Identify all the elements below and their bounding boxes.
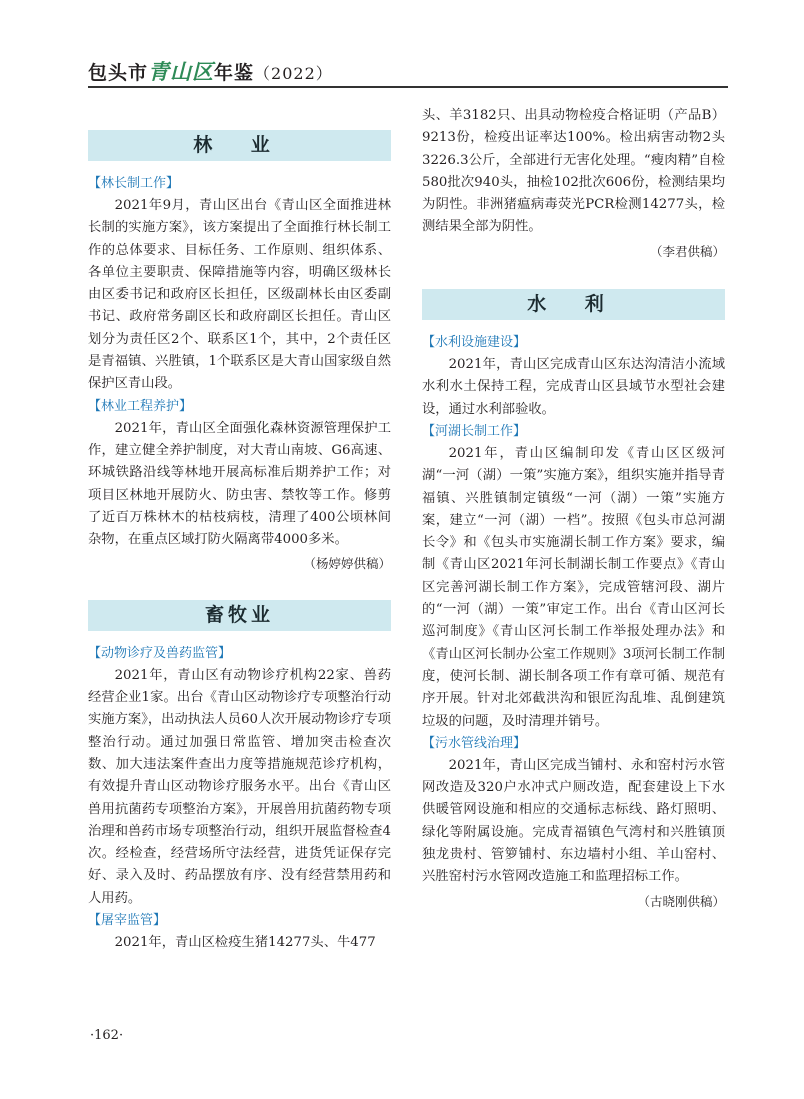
credit-husbandry: （李君供稿） — [649, 243, 725, 259]
credit-water: （古晓刚供稿） — [637, 893, 725, 909]
section-banner-husbandry: 畜牧业 — [88, 600, 391, 631]
paragraph-water-facilities: 2021年，青山区完成青山区东达沟清洁小流域水利水土保持工程，完成青山区县域节水型社会建设，通过水利部验收。 — [422, 357, 725, 417]
paragraph-slaughter: 2021年，青山区检疫生猪14277头、牛477 — [114, 935, 376, 951]
paragraph-forest-chief: 2021年9月，青山区出台《青山区全面推进林长制的实施方案》，该方案提出了全面推行林长制工作的总体要求、目标任务、工作原则、组织体系、各单位主要职责、保障措施等内容，明确区级林长由区委书记和政府区长担任，区级副林长由区委副书记、政府常务副区长和政府副区长担任。青山区划分为责任区2个、联系区1个，其中，2个责任区是青福镇、兴胜镇，1个联系区是大青山国家级自然保护区青山段。 — [88, 198, 391, 392]
header-rule — [88, 86, 728, 88]
subheading-slaughter: 【屠宰监管】 — [88, 913, 167, 929]
header-year: （2022） — [254, 64, 333, 83]
header-yearbook: 年鉴 — [214, 62, 255, 84]
running-header — [88, 56, 333, 86]
header-district-logo: 青山区 — [148, 59, 215, 84]
paragraph-animal-clinic: 2021年，青山区有动物诊疗机构22家、兽药经营企业1家。出台《青山区动物诊疗专项整治行动实施方案》，出动执法人员60人次开展动物诊疗专项整治行动。通过加强日常监管、增加突击检查次数、加大违法案件查出力度等措施规范诊疗机构，有效提升青山区动物诊疗服务水平。出台《青山区兽用抗菌药专项整治方案》，开展兽用抗菌药物专项治理和兽药市场专项整治行动，组织开展监督检查4次。经检查，经营场所守法经营，进货凭证保存完好、录入及时、药品摆放有序、没有经营禁用药和人用药。 — [88, 667, 391, 906]
subheading-animal-clinic: 【动物诊疗及兽药监管】 — [88, 645, 232, 661]
section-banner-water: 水 利 — [422, 289, 725, 320]
paragraph-forestry-maintenance: 2021年，青山区全面强化森林资源管理保护工作，建立健全养护制度，对大青山南坡、G6高速、环城铁路沿线等林地开展高标准后期养护工作；对项目区林地开展防火、防虫害、禁牧等工作。修剪了近百万株林木的枯枝病枝，清理了400公顷林间杂物，在重点区域打防火隔离带4000多米。 — [88, 420, 391, 548]
page-number: ·162· — [90, 1028, 124, 1043]
header-city: 包头市 — [88, 62, 149, 84]
paragraph-river-chief: 2021年，青山区编制印发《青山区区级河湖“一河（湖）一策”实施方案》，组织实施并指导青福镇、兴胜镇制定镇级“一河（湖）一策”实施方案，建立“一河（湖）一档”。按照《包头市总河湖长令》和《包头市实施湖长制工作方案》要求，编制《青山区2021年河长制湖长制工作要点》《青山区完善河湖长制工作方案》，完成管辖河段、湖片的“一河（湖）一策”审定工作。出台《青山区河长巡河制度》《青山区河长制工作举报处理办法》和《青山区河长制办公室工作规则》3项河长制工作制度，使河长制、湖长制各项工作有章可循、规范有序开展。针对北郊截洪沟和银匠沟乱堆、乱倒建筑垃圾的问题，及时清理并销号。 — [422, 445, 725, 729]
right-column — [422, 105, 725, 917]
paragraph-sewage: 2021年，青山区完成当铺村、永和窑村污水管网改造及320户水冲式户厕改造，配套建设上下水供暖管网设施和相应的交通标志标线、路灯照明、绿化等附属设施。完成青福镇色气湾村和兴胜镇顶独龙贵村、管箩铺村、东边墙村小组、羊山窑村、兴胜窑村污水管网改造施工和监理招标工作。 — [422, 757, 725, 885]
section-banner-forestry: 林 业 — [88, 130, 391, 161]
subheading-forestry-maintenance: 【林业工程养护】 — [88, 398, 193, 414]
subheading-forest-chief: 【林长制工作】 — [88, 176, 180, 191]
subheading-river-chief: 【河湖长制工作】 — [422, 423, 527, 439]
credit-forestry: （杨婷婷供稿） — [303, 556, 391, 572]
subheading-water-facilities: 【水利设施建设】 — [422, 335, 527, 351]
left-column — [88, 108, 391, 954]
paragraph-slaughter-continued: 头、羊3182只、出具动物检疫合格证明（产品B）9213份，检疫出证率达100%。检出病害动物2头3226.3公斤，全部进行无害化处理。“瘦肉精”自检580批次940头，抽检102批次606份，检测结果均为阴性。非洲猪瘟病毒荧光PCR检测14277头，检测结果全部为阴性。 — [422, 108, 725, 235]
subheading-sewage: 【污水管线治理】 — [422, 735, 527, 751]
